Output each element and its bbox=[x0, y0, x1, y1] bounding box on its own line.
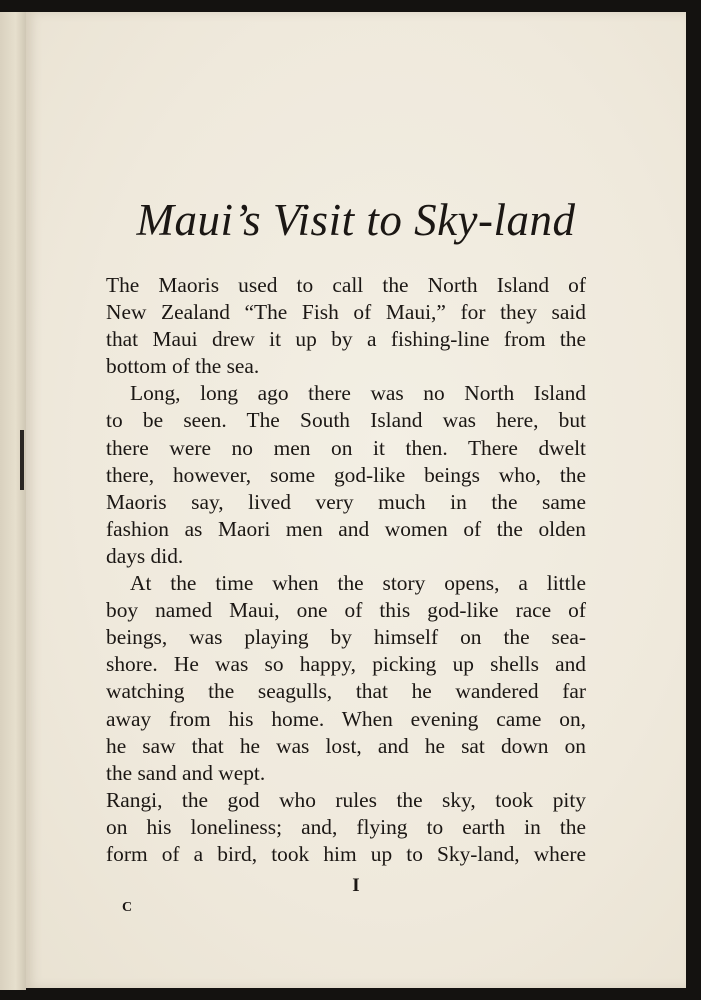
text-line: days did. bbox=[106, 543, 184, 568]
text-line: Maoris say, lived very much in the same bbox=[106, 489, 586, 514]
text-line: there were no men on it then. There dwelt bbox=[106, 435, 586, 460]
chapter-body bbox=[106, 272, 586, 868]
text-line: The Maoris used to call the North Island of bbox=[106, 273, 586, 297]
chapter-title: Maui’s Visit to Sky-land bbox=[136, 195, 576, 245]
text-line: Long, long ago there was no North Island bbox=[130, 381, 586, 406]
text-line: At the time when the story opens, a little bbox=[130, 571, 586, 596]
text-line: bottom of the sea. bbox=[106, 354, 260, 379]
signature-mark: C bbox=[122, 900, 133, 915]
text-line: form of a bird, took him up to Sky-land, where bbox=[106, 841, 586, 866]
text-line: he saw that he was lost, and he sat down on bbox=[106, 733, 586, 758]
text-line: that Maui drew it up by a fishing-line from the bbox=[106, 327, 586, 352]
text-line: on his loneliness; and, flying to earth in the bbox=[106, 814, 586, 839]
text-line: New Zealand “The Fish of Maui,” for they said bbox=[106, 300, 586, 325]
previous-page-edge bbox=[0, 12, 26, 990]
text-line: to be seen. The South Island was here, but bbox=[106, 408, 586, 433]
text-line: beings, was playing by himself on the sea- bbox=[106, 625, 586, 650]
text-line: Rangi, the god who rules the sky, took pity bbox=[106, 787, 586, 812]
text-line: away from his home. When evening came on, bbox=[106, 706, 586, 731]
book-page bbox=[26, 12, 686, 988]
text-line: shore. He was so happy, picking up shells and bbox=[106, 652, 586, 677]
text-line: fashion as Maori men and women of the olden bbox=[106, 516, 586, 541]
text-line: boy named Maui, one of this god-like race of bbox=[106, 598, 586, 623]
text-line: watching the seagulls, that he wandered far bbox=[106, 679, 586, 704]
page-number: I bbox=[352, 875, 360, 896]
binding-shadow bbox=[20, 430, 24, 490]
text-line: there, however, some god-like beings who, the bbox=[106, 462, 586, 487]
text-line: the sand and wept. bbox=[106, 760, 266, 785]
